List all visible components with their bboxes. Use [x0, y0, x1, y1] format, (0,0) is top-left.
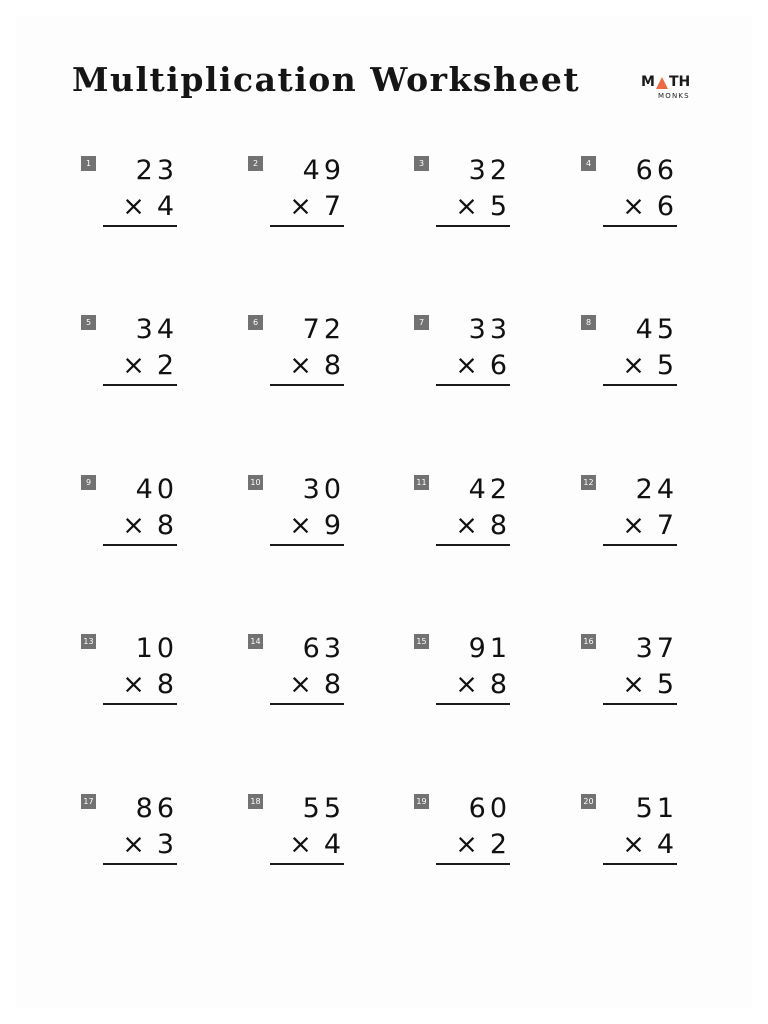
multiplier-line — [622, 511, 678, 541]
problem-number-badge: 7 — [414, 315, 429, 330]
page-title: Multiplication Worksheet — [72, 60, 581, 99]
multiplicand: 63 — [302, 633, 345, 664]
multiplier-line — [455, 192, 511, 222]
answer-line — [603, 384, 677, 386]
answer-line — [103, 225, 177, 227]
multiplier-line — [122, 670, 178, 700]
problem-number-badge: 17 — [81, 794, 96, 809]
multiplier-line — [289, 830, 345, 860]
multiplicand: 42 — [468, 474, 511, 505]
answer-line — [103, 384, 177, 386]
problem-number-badge: 20 — [581, 794, 596, 809]
problem-number-badge: 15 — [414, 634, 429, 649]
problem — [81, 794, 181, 884]
answer-line — [103, 863, 177, 865]
multiplier-line — [122, 192, 178, 222]
answer-line — [270, 384, 344, 386]
multiplicand: 23 — [135, 155, 178, 186]
multiplicand: 49 — [302, 155, 345, 186]
multiplier-line — [289, 670, 345, 700]
multiplier-line — [289, 192, 345, 222]
math-monks-logo — [641, 74, 701, 102]
multiplier-line — [455, 511, 511, 541]
multiplier-line — [622, 351, 678, 381]
logo-triangle-icon — [656, 77, 668, 89]
multiplier-line — [122, 351, 178, 381]
problem — [248, 475, 348, 565]
multiplier-line — [289, 511, 345, 541]
answer-line — [603, 863, 677, 865]
problem — [81, 634, 181, 724]
multiplier-line — [455, 670, 511, 700]
problem-number-badge: 11 — [414, 475, 429, 490]
problem — [248, 315, 348, 405]
multiplicand: 66 — [635, 155, 678, 186]
problem-number-badge: 16 — [581, 634, 596, 649]
multiplicand: 30 — [302, 474, 345, 505]
problem — [414, 634, 514, 724]
multiplicand: 24 — [635, 474, 678, 505]
problem — [581, 794, 681, 884]
problem — [414, 315, 514, 405]
multiplier: 2 — [156, 350, 178, 381]
times-sign: × — [455, 669, 482, 700]
times-sign: × — [455, 829, 482, 860]
problem — [414, 156, 514, 246]
answer-line — [103, 703, 177, 705]
times-sign: × — [455, 510, 482, 541]
multiplier: 9 — [323, 510, 345, 541]
answer-line — [603, 703, 677, 705]
problem-number-badge: 14 — [248, 634, 263, 649]
multiplier: 5 — [656, 350, 678, 381]
problem-number-badge: 1 — [81, 156, 96, 171]
times-sign: × — [622, 829, 649, 860]
times-sign: × — [289, 669, 316, 700]
multiplicand: 60 — [468, 793, 511, 824]
multiplier: 8 — [323, 350, 345, 381]
answer-line — [603, 225, 677, 227]
multiplicand: 37 — [635, 633, 678, 664]
problem-number-badge: 19 — [414, 794, 429, 809]
times-sign: × — [622, 350, 649, 381]
multiplier-line — [622, 192, 678, 222]
problem — [414, 794, 514, 884]
problem — [581, 156, 681, 246]
times-sign: × — [122, 510, 149, 541]
answer-line — [603, 544, 677, 546]
problem-number-badge: 12 — [581, 475, 596, 490]
multiplier: 8 — [323, 669, 345, 700]
multiplier-line — [122, 511, 178, 541]
multiplier-line — [455, 830, 511, 860]
problem — [248, 634, 348, 724]
times-sign: × — [122, 829, 149, 860]
multiplier: 6 — [656, 191, 678, 222]
multiplicand: 72 — [302, 314, 345, 345]
problem-number-badge: 2 — [248, 156, 263, 171]
problem-number-badge: 10 — [248, 475, 263, 490]
multiplier: 4 — [656, 829, 678, 860]
multiplier: 8 — [489, 669, 511, 700]
answer-line — [436, 863, 510, 865]
problem — [414, 475, 514, 565]
problem — [81, 315, 181, 405]
times-sign: × — [289, 510, 316, 541]
multiplicand: 51 — [635, 793, 678, 824]
multiplicand: 91 — [468, 633, 511, 664]
times-sign: × — [622, 669, 649, 700]
answer-line — [436, 544, 510, 546]
multiplier-line — [289, 351, 345, 381]
logo-subtitle: MONKS — [658, 92, 690, 100]
multiplier: 7 — [323, 191, 345, 222]
problem-number-badge: 8 — [581, 315, 596, 330]
times-sign: × — [455, 191, 482, 222]
multiplier: 3 — [156, 829, 178, 860]
times-sign: × — [289, 350, 316, 381]
times-sign: × — [289, 829, 316, 860]
times-sign: × — [122, 669, 149, 700]
multiplier-line — [122, 830, 178, 860]
problem-number-badge: 13 — [81, 634, 96, 649]
problem-number-badge: 3 — [414, 156, 429, 171]
times-sign: × — [622, 510, 649, 541]
multiplier: 5 — [489, 191, 511, 222]
multiplicand: 34 — [135, 314, 178, 345]
times-sign: × — [122, 191, 149, 222]
multiplier-line — [622, 670, 678, 700]
problem-number-badge: 9 — [81, 475, 96, 490]
multiplicand: 40 — [135, 474, 178, 505]
multiplicand: 10 — [135, 633, 178, 664]
multiplier: 8 — [489, 510, 511, 541]
problem-number-badge: 18 — [248, 794, 263, 809]
problem — [248, 794, 348, 884]
times-sign: × — [289, 191, 316, 222]
multiplier-line — [455, 351, 511, 381]
multiplier-line — [622, 830, 678, 860]
problem — [581, 634, 681, 724]
multiplier: 2 — [489, 829, 511, 860]
times-sign: × — [455, 350, 482, 381]
multiplicand: 45 — [635, 314, 678, 345]
times-sign: × — [122, 350, 149, 381]
multiplicand: 32 — [468, 155, 511, 186]
problem-number-badge: 5 — [81, 315, 96, 330]
answer-line — [436, 225, 510, 227]
multiplier: 4 — [323, 829, 345, 860]
answer-line — [270, 703, 344, 705]
problem — [248, 156, 348, 246]
multiplier: 5 — [656, 669, 678, 700]
problem-number-badge: 4 — [581, 156, 596, 171]
times-sign: × — [622, 191, 649, 222]
answer-line — [436, 384, 510, 386]
multiplier: 8 — [156, 669, 178, 700]
multiplicand: 86 — [135, 793, 178, 824]
multiplicand: 33 — [468, 314, 511, 345]
problem — [81, 156, 181, 246]
answer-line — [270, 863, 344, 865]
multiplier: 6 — [489, 350, 511, 381]
problem — [581, 315, 681, 405]
multiplier: 4 — [156, 191, 178, 222]
multiplicand: 55 — [302, 793, 345, 824]
answer-line — [270, 225, 344, 227]
multiplier: 8 — [156, 510, 178, 541]
multiplier: 7 — [656, 510, 678, 541]
answer-line — [436, 703, 510, 705]
answer-line — [103, 544, 177, 546]
problem — [581, 475, 681, 565]
answer-line — [270, 544, 344, 546]
problem — [81, 475, 181, 565]
logo-text-right: TH — [668, 74, 691, 90]
logo-text-left: M — [641, 74, 655, 90]
problem-number-badge: 6 — [248, 315, 263, 330]
